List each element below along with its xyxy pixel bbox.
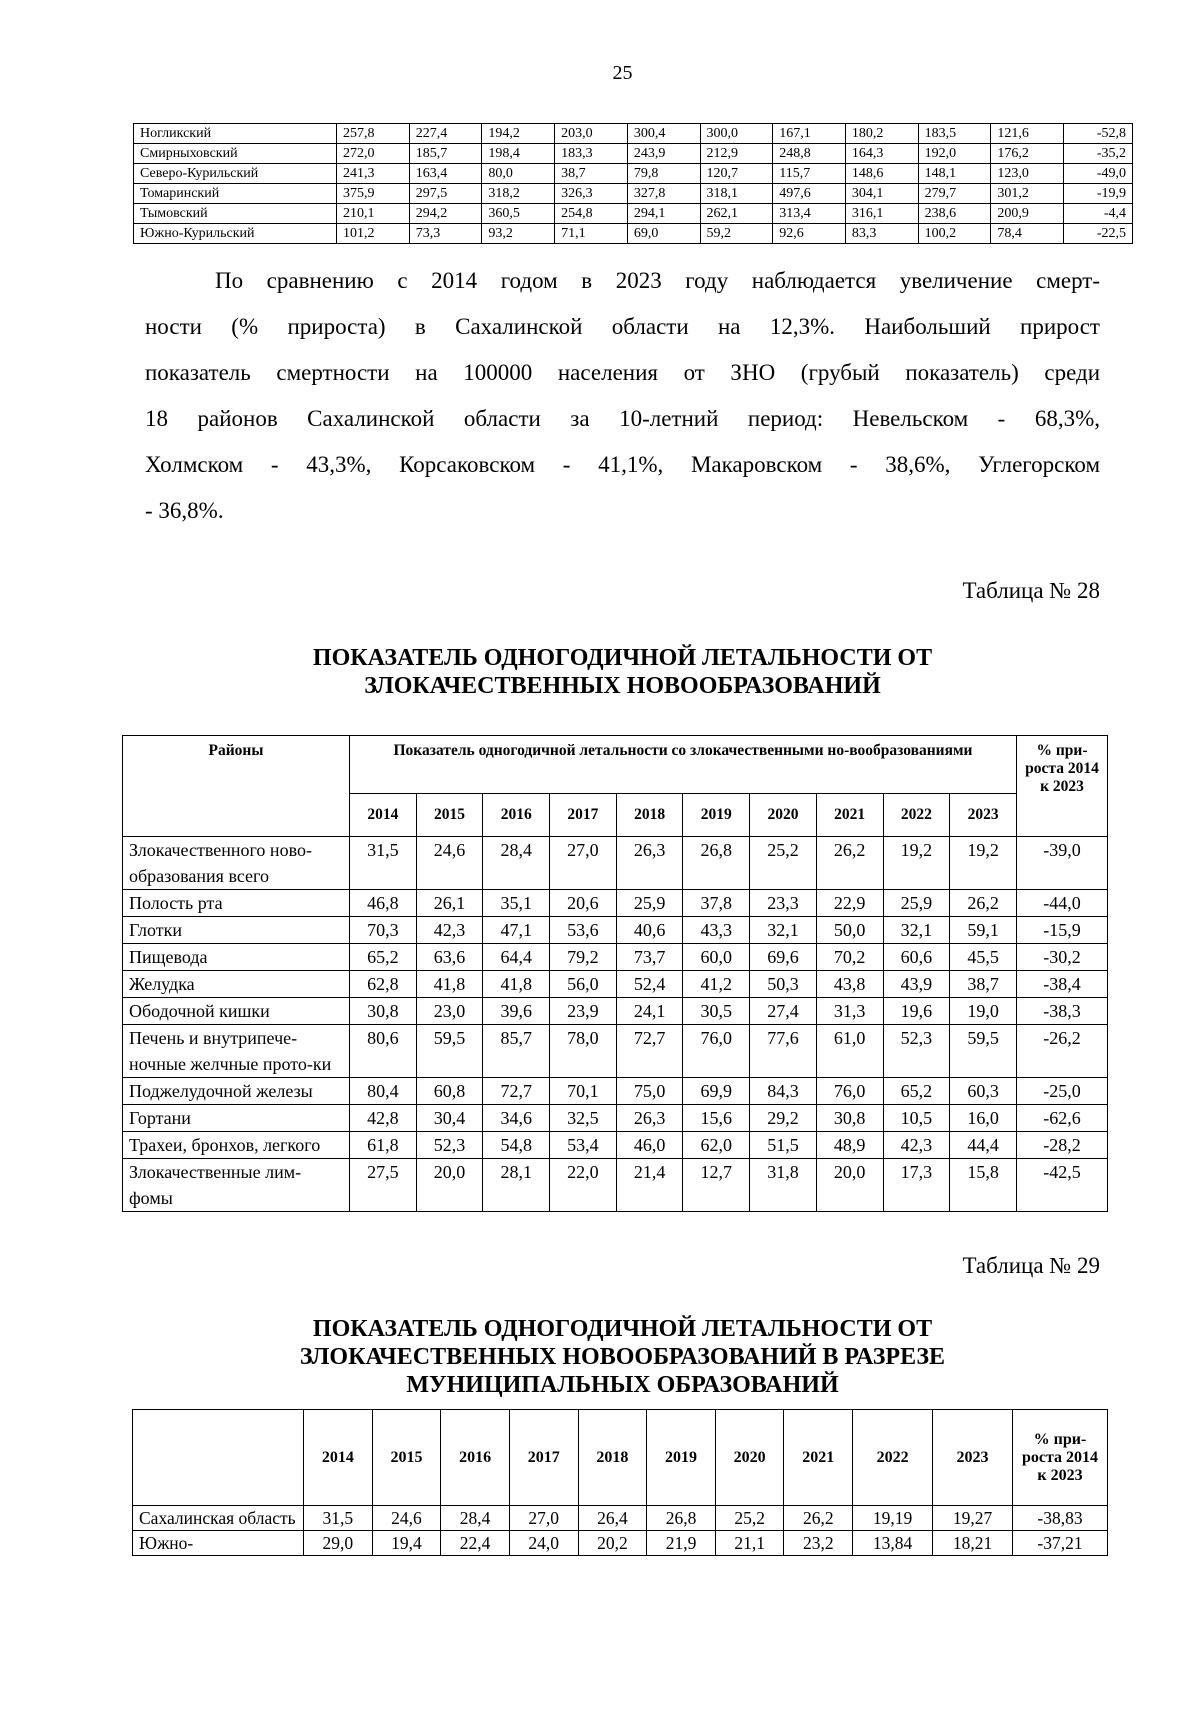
value-cell: 59,1 bbox=[950, 917, 1017, 944]
growth-cell: -39,0 bbox=[1017, 837, 1108, 890]
value-cell: 52,3 bbox=[883, 1025, 950, 1078]
growth-cell: -38,83 bbox=[1013, 1506, 1108, 1531]
value-cell: 12,7 bbox=[683, 1159, 750, 1212]
table-28-caption: Таблица № 28 bbox=[962, 578, 1100, 603]
table-row bbox=[134, 184, 1133, 204]
table-row bbox=[123, 971, 1108, 998]
value-cell: 65,2 bbox=[883, 1078, 950, 1105]
value-cell: 72,7 bbox=[616, 1025, 683, 1078]
value-cell: 80,6 bbox=[350, 1025, 417, 1078]
tumor-site-name: Поджелудочной железы bbox=[123, 1078, 350, 1105]
year-header: 2017 bbox=[550, 793, 617, 836]
table-row bbox=[134, 164, 1133, 184]
growth-cell: -49,0 bbox=[1064, 164, 1133, 184]
year-header: 2014 bbox=[304, 1410, 373, 1506]
value-cell: 13,84 bbox=[853, 1531, 933, 1556]
value-cell: 42,3 bbox=[883, 1132, 950, 1159]
value-cell: 243,9 bbox=[627, 144, 700, 164]
page-number: 25 bbox=[612, 62, 633, 84]
value-cell: 326,3 bbox=[555, 184, 628, 204]
value-cell: 69,9 bbox=[683, 1078, 750, 1105]
tumor-site-name: Глотки bbox=[123, 917, 350, 944]
table-row bbox=[123, 1159, 1108, 1212]
value-cell: 360,5 bbox=[482, 204, 555, 224]
value-cell: 73,3 bbox=[409, 224, 482, 244]
value-cell: 26,3 bbox=[616, 837, 683, 890]
value-cell: 60,6 bbox=[883, 944, 950, 971]
value-cell: 238,6 bbox=[918, 204, 991, 224]
value-cell: 53,4 bbox=[550, 1132, 617, 1159]
value-cell: 69,6 bbox=[750, 944, 817, 971]
value-cell: 25,9 bbox=[616, 890, 683, 917]
value-cell: 46,8 bbox=[350, 890, 417, 917]
value-cell: 31,5 bbox=[350, 837, 417, 890]
value-cell: 262,1 bbox=[700, 204, 773, 224]
value-cell: 272,0 bbox=[337, 144, 410, 164]
value-cell: 300,4 bbox=[627, 124, 700, 144]
value-cell: 60,3 bbox=[950, 1078, 1017, 1105]
value-cell: 40,6 bbox=[616, 917, 683, 944]
value-cell: 121,6 bbox=[991, 124, 1064, 144]
value-cell: 60,0 bbox=[683, 944, 750, 971]
value-cell: 47,1 bbox=[483, 917, 550, 944]
value-cell: 148,6 bbox=[845, 164, 918, 184]
paragraph-line: показатель смертности на 100000 населения от ЗНО (грубый показатель) среди bbox=[145, 360, 1100, 385]
value-cell: 31,3 bbox=[816, 998, 883, 1025]
value-cell: 53,6 bbox=[550, 917, 617, 944]
table-row bbox=[134, 144, 1133, 164]
value-cell: 15,8 bbox=[950, 1159, 1017, 1212]
value-cell: 23,2 bbox=[784, 1531, 853, 1556]
value-cell: 115,7 bbox=[773, 164, 846, 184]
value-cell: 27,5 bbox=[350, 1159, 417, 1212]
value-cell: 30,8 bbox=[350, 998, 417, 1025]
year-header: 2015 bbox=[416, 793, 483, 836]
growth-cell: -35,2 bbox=[1064, 144, 1133, 164]
value-cell: 21,9 bbox=[647, 1531, 716, 1556]
value-cell: 26,2 bbox=[816, 837, 883, 890]
value-cell: 19,19 bbox=[853, 1506, 933, 1531]
value-cell: 497,6 bbox=[773, 184, 846, 204]
header-indicator: Показатель одногодичной летальности со злокачественными но-вообразованиями bbox=[350, 736, 1017, 794]
value-cell: 42,3 bbox=[416, 917, 483, 944]
paragraph-line: По сравнению с 2014 годом в 2023 году наблюдается увеличение смерт- bbox=[215, 268, 1100, 293]
tumor-site-name: Злокачественного ново-образования всего bbox=[123, 837, 350, 890]
value-cell: 56,0 bbox=[550, 971, 617, 998]
value-cell: 21,1 bbox=[715, 1531, 784, 1556]
tumor-site-name: Злокачественные лим-фомы bbox=[123, 1159, 350, 1212]
value-cell: 43,8 bbox=[816, 971, 883, 998]
value-cell: 19,2 bbox=[883, 837, 950, 890]
value-cell: 72,7 bbox=[483, 1078, 550, 1105]
value-cell: 29,0 bbox=[304, 1531, 373, 1556]
title-line: МУНИЦИПАЛЬНЫХ ОБРАЗОВАНИЙ bbox=[406, 1372, 839, 1398]
tumor-site-name: Желудка bbox=[123, 971, 350, 998]
year-header: 2020 bbox=[750, 793, 817, 836]
value-cell: 227,4 bbox=[409, 124, 482, 144]
value-cell: 375,9 bbox=[337, 184, 410, 204]
table-row bbox=[123, 998, 1108, 1025]
value-cell: 22,0 bbox=[550, 1159, 617, 1212]
value-cell: 61,0 bbox=[816, 1025, 883, 1078]
year-header: 2022 bbox=[883, 793, 950, 836]
value-cell: 167,1 bbox=[773, 124, 846, 144]
value-cell: 25,9 bbox=[883, 890, 950, 917]
value-cell: 198,4 bbox=[482, 144, 555, 164]
title-line: ПОКАЗАТЕЛЬ ОДНОГОДИЧНОЙ ЛЕТАЛЬНОСТИ ОТ bbox=[312, 1316, 933, 1342]
value-cell: 194,2 bbox=[482, 124, 555, 144]
value-cell: 76,0 bbox=[683, 1025, 750, 1078]
value-cell: 180,2 bbox=[845, 124, 918, 144]
value-cell: 52,4 bbox=[616, 971, 683, 998]
value-cell: 164,3 bbox=[845, 144, 918, 164]
value-cell: 78,4 bbox=[991, 224, 1064, 244]
analysis-paragraph bbox=[145, 258, 1100, 534]
value-cell: 301,2 bbox=[991, 184, 1064, 204]
value-cell: 28,1 bbox=[483, 1159, 550, 1212]
year-header: 2017 bbox=[509, 1410, 578, 1506]
value-cell: 316,1 bbox=[845, 204, 918, 224]
value-cell: 78,0 bbox=[550, 1025, 617, 1078]
tumor-site-name: Полость рта bbox=[123, 890, 350, 917]
value-cell: 21,4 bbox=[616, 1159, 683, 1212]
value-cell: 20,6 bbox=[550, 890, 617, 917]
value-cell: 64,4 bbox=[483, 944, 550, 971]
table-row bbox=[123, 1132, 1108, 1159]
table-row bbox=[134, 204, 1133, 224]
value-cell: 52,3 bbox=[416, 1132, 483, 1159]
value-cell: 71,1 bbox=[555, 224, 628, 244]
value-cell: 210,1 bbox=[337, 204, 410, 224]
value-cell: 65,2 bbox=[350, 944, 417, 971]
year-header: 2014 bbox=[350, 793, 417, 836]
value-cell: 20,0 bbox=[816, 1159, 883, 1212]
value-cell: 45,5 bbox=[950, 944, 1017, 971]
value-cell: 41,2 bbox=[683, 971, 750, 998]
table-row bbox=[134, 124, 1133, 144]
year-header: 2021 bbox=[784, 1410, 853, 1506]
growth-cell: -52,8 bbox=[1064, 124, 1133, 144]
value-cell: 20,2 bbox=[578, 1531, 647, 1556]
value-cell: 120,7 bbox=[700, 164, 773, 184]
year-header: 2022 bbox=[853, 1410, 933, 1506]
district-name: Северо-Курильский bbox=[134, 164, 337, 184]
value-cell: 241,3 bbox=[337, 164, 410, 184]
tumor-site-name: Гортани bbox=[123, 1105, 350, 1132]
value-cell: 148,1 bbox=[918, 164, 991, 184]
growth-cell: -42,5 bbox=[1017, 1159, 1108, 1212]
value-cell: 80,4 bbox=[350, 1078, 417, 1105]
value-cell: 70,3 bbox=[350, 917, 417, 944]
table-29 bbox=[132, 1409, 1108, 1556]
value-cell: 30,4 bbox=[416, 1105, 483, 1132]
value-cell: 16,0 bbox=[950, 1105, 1017, 1132]
value-cell: 70,1 bbox=[550, 1078, 617, 1105]
value-cell: 92,6 bbox=[773, 224, 846, 244]
value-cell: 76,0 bbox=[816, 1078, 883, 1105]
growth-cell: -26,2 bbox=[1017, 1025, 1108, 1078]
value-cell: 26,2 bbox=[784, 1506, 853, 1531]
value-cell: 31,8 bbox=[750, 1159, 817, 1212]
value-cell: 61,8 bbox=[350, 1132, 417, 1159]
year-header: 2016 bbox=[441, 1410, 510, 1506]
value-cell: 27,0 bbox=[550, 837, 617, 890]
year-header: 2023 bbox=[933, 1410, 1013, 1506]
value-cell: 48,9 bbox=[816, 1132, 883, 1159]
growth-cell: -37,21 bbox=[1013, 1531, 1108, 1556]
value-cell: 41,8 bbox=[416, 971, 483, 998]
value-cell: 63,6 bbox=[416, 944, 483, 971]
value-cell: 10,5 bbox=[883, 1105, 950, 1132]
district-name: Тымовский bbox=[134, 204, 337, 224]
value-cell: 35,1 bbox=[483, 890, 550, 917]
growth-cell: -15,9 bbox=[1017, 917, 1108, 944]
top-continuation-table bbox=[133, 123, 1133, 244]
header-growth: % при-роста 2014 к 2023 bbox=[1013, 1410, 1108, 1506]
value-cell: 20,0 bbox=[416, 1159, 483, 1212]
value-cell: 62,0 bbox=[683, 1132, 750, 1159]
value-cell: 75,0 bbox=[616, 1078, 683, 1105]
value-cell: 43,3 bbox=[683, 917, 750, 944]
table-29-header-row bbox=[133, 1410, 1108, 1506]
paragraph-line: 18 районов Сахалинской области за 10-летний период: Невельском - 68,3%, bbox=[145, 406, 1100, 431]
value-cell: 31,5 bbox=[304, 1506, 373, 1531]
value-cell: 24,0 bbox=[509, 1531, 578, 1556]
growth-cell: -38,3 bbox=[1017, 998, 1108, 1025]
value-cell: 19,27 bbox=[933, 1506, 1013, 1531]
value-cell: 15,6 bbox=[683, 1105, 750, 1132]
year-header: 2018 bbox=[578, 1410, 647, 1506]
value-cell: 185,7 bbox=[409, 144, 482, 164]
year-header: 2016 bbox=[483, 793, 550, 836]
district-name: Томаринский bbox=[134, 184, 337, 204]
value-cell: 19,2 bbox=[950, 837, 1017, 890]
year-header: 2015 bbox=[372, 1410, 441, 1506]
value-cell: 22,4 bbox=[441, 1531, 510, 1556]
value-cell: 294,1 bbox=[627, 204, 700, 224]
header-growth: % при-роста 2014 к 2023 bbox=[1017, 736, 1108, 837]
value-cell: 29,2 bbox=[750, 1105, 817, 1132]
year-header: 2021 bbox=[816, 793, 883, 836]
value-cell: 59,5 bbox=[416, 1025, 483, 1078]
value-cell: 41,8 bbox=[483, 971, 550, 998]
value-cell: 30,8 bbox=[816, 1105, 883, 1132]
value-cell: 19,0 bbox=[950, 998, 1017, 1025]
value-cell: 23,3 bbox=[750, 890, 817, 917]
value-cell: 257,8 bbox=[337, 124, 410, 144]
value-cell: 50,0 bbox=[816, 917, 883, 944]
growth-cell: -25,0 bbox=[1017, 1078, 1108, 1105]
growth-cell: -30,2 bbox=[1017, 944, 1108, 971]
growth-cell: -19,9 bbox=[1064, 184, 1133, 204]
value-cell: 254,8 bbox=[555, 204, 628, 224]
value-cell: 297,5 bbox=[409, 184, 482, 204]
value-cell: 51,5 bbox=[750, 1132, 817, 1159]
value-cell: 83,3 bbox=[845, 224, 918, 244]
paragraph-line: Холмском - 43,3%, Корсаковском - 41,1%, Макаровском - 38,6%, Углегорском bbox=[145, 452, 1100, 477]
district-name: Ногликский bbox=[134, 124, 337, 144]
value-cell: 59,2 bbox=[700, 224, 773, 244]
value-cell: 32,5 bbox=[550, 1105, 617, 1132]
value-cell: 44,4 bbox=[950, 1132, 1017, 1159]
growth-cell: -38,4 bbox=[1017, 971, 1108, 998]
value-cell: 38,7 bbox=[950, 971, 1017, 998]
value-cell: 43,9 bbox=[883, 971, 950, 998]
value-cell: 59,5 bbox=[950, 1025, 1017, 1078]
value-cell: 39,6 bbox=[483, 998, 550, 1025]
year-header: 2018 bbox=[616, 793, 683, 836]
table-row bbox=[123, 1078, 1108, 1105]
value-cell: 192,0 bbox=[918, 144, 991, 164]
value-cell: 50,3 bbox=[750, 971, 817, 998]
table-28-body bbox=[123, 837, 1108, 1212]
table-row bbox=[134, 224, 1133, 244]
value-cell: 23,9 bbox=[550, 998, 617, 1025]
table-29-title bbox=[130, 1315, 1115, 1399]
value-cell: 38,7 bbox=[555, 164, 628, 184]
header-districts: Районы bbox=[123, 736, 350, 837]
value-cell: 183,3 bbox=[555, 144, 628, 164]
value-cell: 163,4 bbox=[409, 164, 482, 184]
value-cell: 101,2 bbox=[337, 224, 410, 244]
year-header: 2023 bbox=[950, 793, 1017, 836]
value-cell: 62,8 bbox=[350, 971, 417, 998]
header-blank bbox=[133, 1410, 304, 1506]
value-cell: 100,2 bbox=[918, 224, 991, 244]
table-row bbox=[133, 1506, 1108, 1531]
value-cell: 27,4 bbox=[750, 998, 817, 1025]
value-cell: 28,4 bbox=[483, 837, 550, 890]
table-row bbox=[123, 917, 1108, 944]
table-29-caption: Таблица № 29 bbox=[962, 1253, 1100, 1278]
tumor-site-name: Пищевода bbox=[123, 944, 350, 971]
value-cell: 34,6 bbox=[483, 1105, 550, 1132]
value-cell: 23,0 bbox=[416, 998, 483, 1025]
paragraph-line: - 36,8%. bbox=[145, 498, 224, 523]
value-cell: 32,1 bbox=[883, 917, 950, 944]
value-cell: 19,6 bbox=[883, 998, 950, 1025]
value-cell: 304,1 bbox=[845, 184, 918, 204]
value-cell: 176,2 bbox=[991, 144, 1064, 164]
value-cell: 313,4 bbox=[773, 204, 846, 224]
value-cell: 248,8 bbox=[773, 144, 846, 164]
table-row bbox=[123, 1105, 1108, 1132]
table-28 bbox=[122, 735, 1108, 1212]
value-cell: 203,0 bbox=[555, 124, 628, 144]
municipality-name: Сахалинская область bbox=[133, 1506, 304, 1531]
paragraph-line: ности (% прироста) в Сахалинской области на 12,3%. Наибольший прирост bbox=[145, 314, 1100, 339]
value-cell: 93,2 bbox=[482, 224, 555, 244]
value-cell: 79,2 bbox=[550, 944, 617, 971]
value-cell: 26,4 bbox=[578, 1506, 647, 1531]
value-cell: 22,9 bbox=[816, 890, 883, 917]
value-cell: 27,0 bbox=[509, 1506, 578, 1531]
value-cell: 26,8 bbox=[683, 837, 750, 890]
value-cell: 30,5 bbox=[683, 998, 750, 1025]
value-cell: 46,0 bbox=[616, 1132, 683, 1159]
value-cell: 25,2 bbox=[715, 1506, 784, 1531]
value-cell: 19,4 bbox=[372, 1531, 441, 1556]
value-cell: 24,6 bbox=[372, 1506, 441, 1531]
value-cell: 17,3 bbox=[883, 1159, 950, 1212]
value-cell: 18,21 bbox=[933, 1531, 1013, 1556]
value-cell: 32,1 bbox=[750, 917, 817, 944]
growth-cell: -22,5 bbox=[1064, 224, 1133, 244]
district-name: Смирныховский bbox=[134, 144, 337, 164]
value-cell: 28,4 bbox=[441, 1506, 510, 1531]
table-28-title bbox=[130, 644, 1115, 700]
value-cell: 79,8 bbox=[627, 164, 700, 184]
value-cell: 26,1 bbox=[416, 890, 483, 917]
title-line: ЗЛОКАЧЕСТВЕННЫХ НОВООБРАЗОВАНИЙ bbox=[364, 673, 881, 699]
table-29-body bbox=[133, 1506, 1108, 1556]
growth-cell: -4,4 bbox=[1064, 204, 1133, 224]
value-cell: 123,0 bbox=[991, 164, 1064, 184]
value-cell: 77,6 bbox=[750, 1025, 817, 1078]
value-cell: 84,3 bbox=[750, 1078, 817, 1105]
title-line: ЗЛОКАЧЕСТВЕННЫХ НОВООБРАЗОВАНИЙ В РАЗРЕЗЕ bbox=[299, 1344, 946, 1370]
top-table-body bbox=[134, 124, 1133, 244]
growth-cell: -62,6 bbox=[1017, 1105, 1108, 1132]
value-cell: 327,8 bbox=[627, 184, 700, 204]
value-cell: 26,3 bbox=[616, 1105, 683, 1132]
value-cell: 54,8 bbox=[483, 1132, 550, 1159]
value-cell: 183,5 bbox=[918, 124, 991, 144]
value-cell: 25,2 bbox=[750, 837, 817, 890]
value-cell: 26,8 bbox=[647, 1506, 716, 1531]
value-cell: 24,1 bbox=[616, 998, 683, 1025]
value-cell: 60,8 bbox=[416, 1078, 483, 1105]
table-row bbox=[123, 1025, 1108, 1078]
value-cell: 70,2 bbox=[816, 944, 883, 971]
value-cell: 279,7 bbox=[918, 184, 991, 204]
year-header: 2019 bbox=[647, 1410, 716, 1506]
value-cell: 80,0 bbox=[482, 164, 555, 184]
value-cell: 37,8 bbox=[683, 890, 750, 917]
table-row bbox=[123, 837, 1108, 890]
value-cell: 85,7 bbox=[483, 1025, 550, 1078]
table-row bbox=[133, 1531, 1108, 1556]
value-cell: 42,8 bbox=[350, 1105, 417, 1132]
value-cell: 318,2 bbox=[482, 184, 555, 204]
table-row bbox=[123, 890, 1108, 917]
value-cell: 212,9 bbox=[700, 144, 773, 164]
growth-cell: -44,0 bbox=[1017, 890, 1108, 917]
value-cell: 73,7 bbox=[616, 944, 683, 971]
table-row bbox=[123, 944, 1108, 971]
value-cell: 26,2 bbox=[950, 890, 1017, 917]
district-name: Южно-Курильский bbox=[134, 224, 337, 244]
value-cell: 318,1 bbox=[700, 184, 773, 204]
tumor-site-name: Ободочной кишки bbox=[123, 998, 350, 1025]
value-cell: 294,2 bbox=[409, 204, 482, 224]
year-header: 2020 bbox=[715, 1410, 784, 1506]
tumor-site-name: Печень и внутрипече-ночные желчные прото-ки bbox=[123, 1025, 350, 1078]
tumor-site-name: Трахеи, бронхов, легкого bbox=[123, 1132, 350, 1159]
municipality-name: Южно- bbox=[133, 1531, 304, 1556]
value-cell: 69,0 bbox=[627, 224, 700, 244]
year-header: 2019 bbox=[683, 793, 750, 836]
value-cell: 200,9 bbox=[991, 204, 1064, 224]
growth-cell: -28,2 bbox=[1017, 1132, 1108, 1159]
value-cell: 300,0 bbox=[700, 124, 773, 144]
value-cell: 24,6 bbox=[416, 837, 483, 890]
title-line: ПОКАЗАТЕЛЬ ОДНОГОДИЧНОЙ ЛЕТАЛЬНОСТИ ОТ bbox=[312, 645, 933, 671]
